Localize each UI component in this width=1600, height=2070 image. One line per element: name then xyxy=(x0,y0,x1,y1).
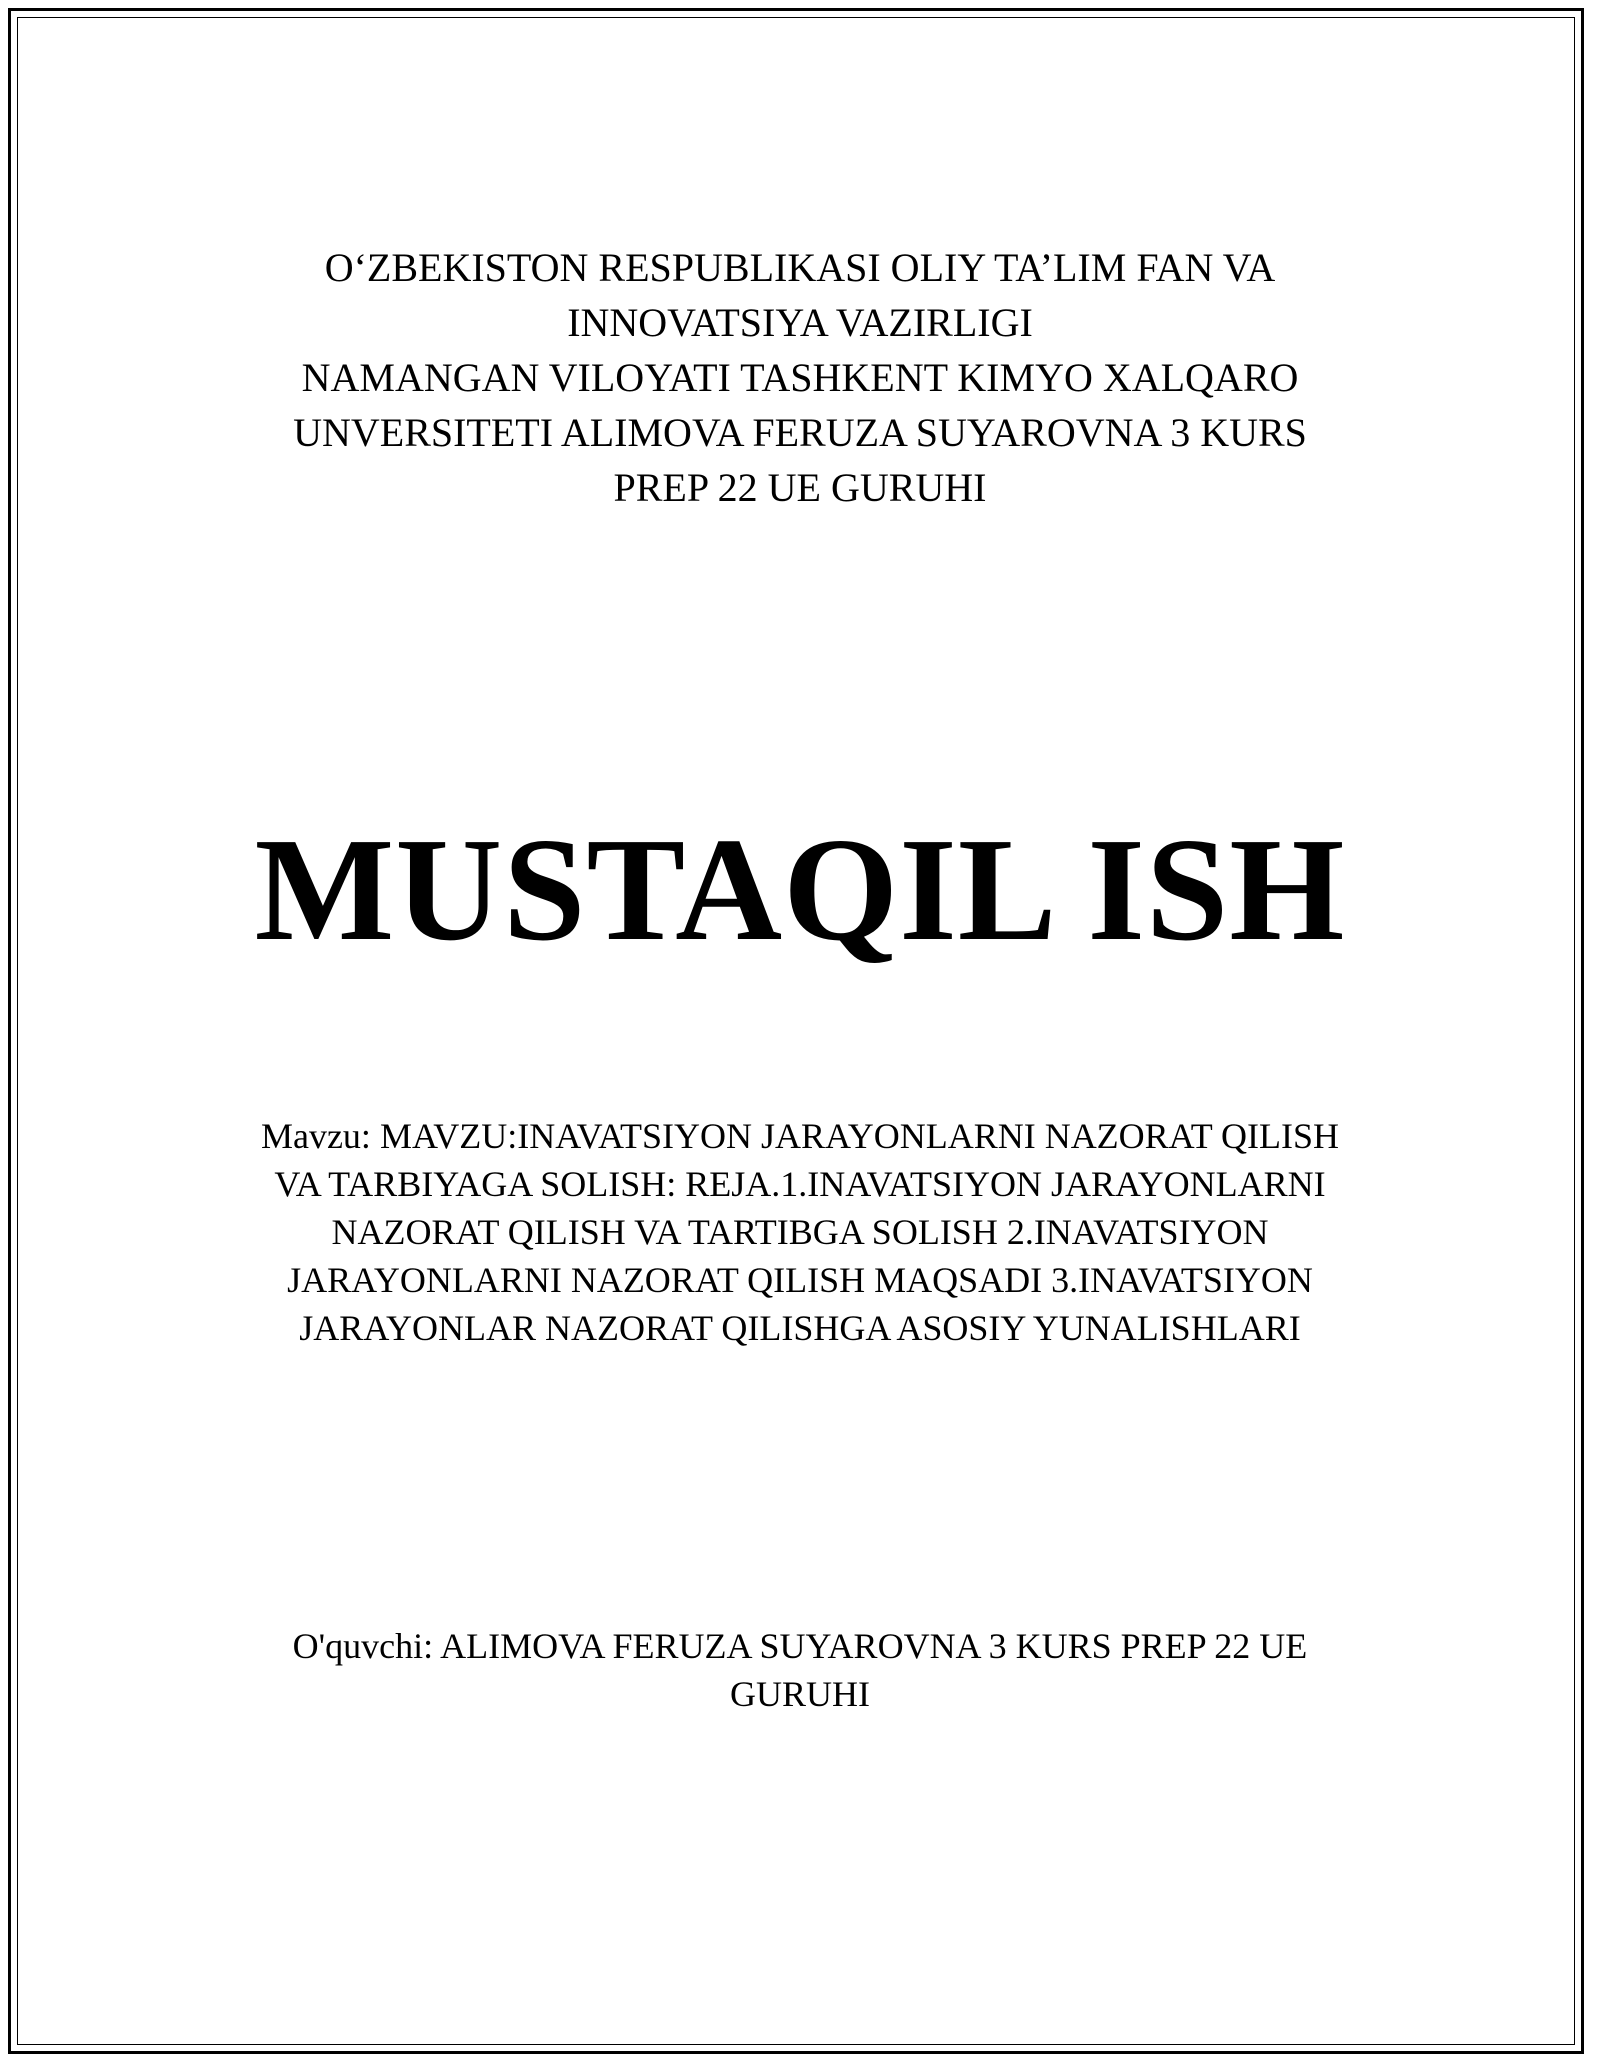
topic-line: JARAYONLARNI NAZORAT QILISH MAQSADI 3.INAVATSIYON xyxy=(287,1260,1313,1300)
student-line: GURUHI xyxy=(730,1674,870,1714)
topic-line: NAZORAT QILISH VA TARTIBGA SOLISH 2.INAVATSIYON xyxy=(331,1212,1269,1252)
header-line: PREP 22 UE GURUHI xyxy=(613,465,987,510)
header-line: UNVERSITETI ALIMOVA FERUZA SUYAROVNA 3 KURS xyxy=(293,410,1307,455)
student-line: O'quvchi: ALIMOVA FERUZA SUYAROVNA 3 KURS PREP 22 UE xyxy=(292,1626,1308,1666)
header-line: O‘ZBEKISTON RESPUBLIKASI OLIY TA’LIM FAN VA xyxy=(324,245,1276,290)
topic-line: VA TARBIYAGA SOLISH: REJA.1.INAVATSIYON JARAYONLARNI xyxy=(274,1164,1326,1204)
topic-line: Mavzu: MAVZU:INAVATSIYON JARAYONLARNI NAZORAT QILISH xyxy=(260,1116,1340,1156)
institution-header xyxy=(200,240,1400,515)
student-block xyxy=(200,1622,1400,1718)
header-line: NAMANGAN VILOYATI TASHKENT KIMYO XALQARO xyxy=(301,355,1299,400)
header-line: INNOVATSIYA VAZIRLIGI xyxy=(567,300,1033,345)
topic-block xyxy=(200,1112,1400,1352)
document-title: MUSTAQIL ISH xyxy=(254,808,1346,972)
topic-line: JARAYONLAR NAZORAT QILISHGA ASOSIY YUNALISHLARI xyxy=(299,1308,1301,1348)
